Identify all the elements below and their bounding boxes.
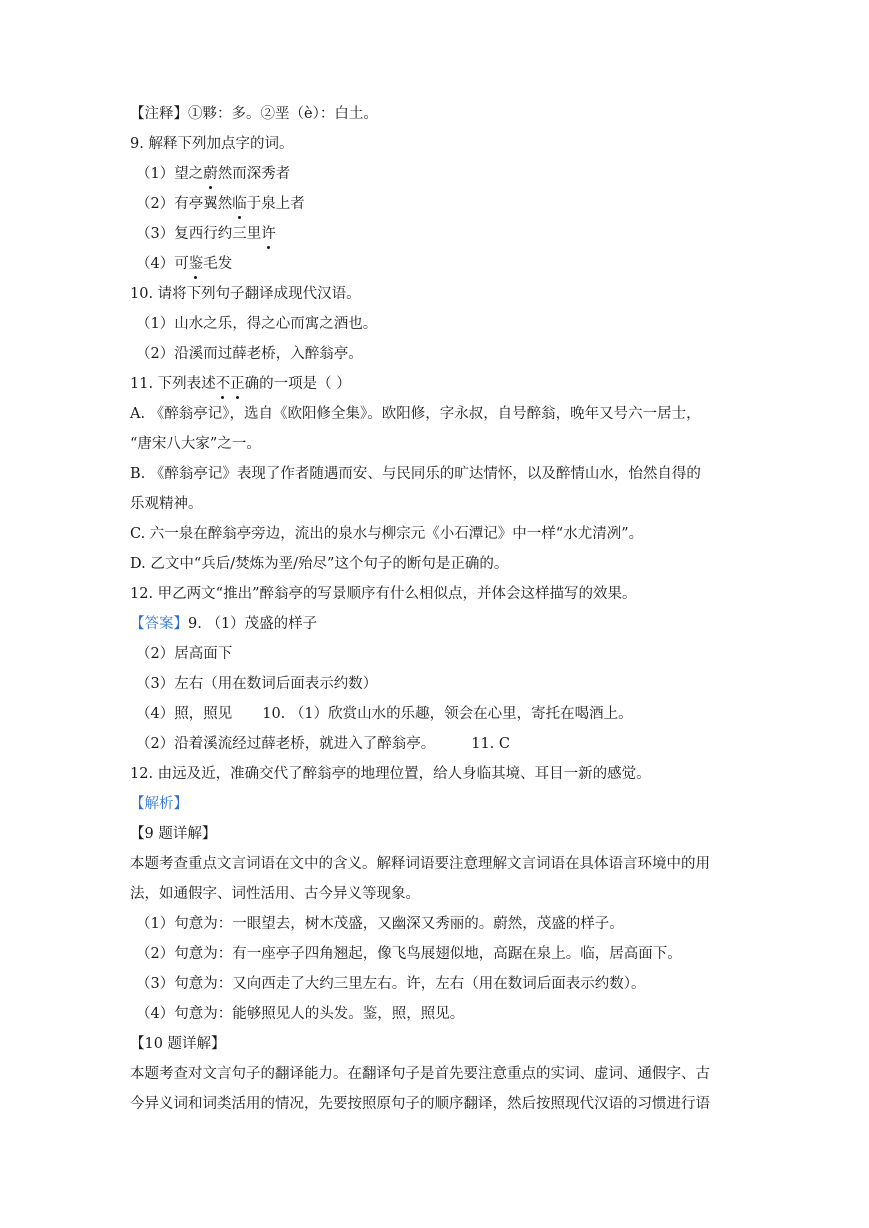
answer-line-3: （3）左右（用在数词后面表示约数） xyxy=(136,676,378,692)
dotted-char: 不 xyxy=(215,376,231,392)
option-a-line-1: A. 《醉翁亭记》，选自《欧阳修全集》。欧阳修，字永叔，自号醉翁，晚年又号六一居士， xyxy=(130,406,701,422)
analysis-10-line-2: 今异义词和词类活用的情况，先要按照原句子的顺序翻译，然后按照现代汉语的习惯进行语 xyxy=(130,1096,710,1112)
option-b-line-2: 乐观精神。 xyxy=(130,496,203,512)
question-9-item-4: （4）可鉴毛发 xyxy=(136,256,233,272)
explanation-3: （3）句意为：又向西走了大约三里左右。许，左右（用在数词后面表示约数）。 xyxy=(136,976,646,992)
dotted-char: 蔚 xyxy=(203,166,218,182)
question-10-sentence-2: （2）沿溪而过薛老桥，入醉翁亭。 xyxy=(136,346,363,362)
analysis-paragraph-line-2: 法，如通假字、词性活用、古今异义等现象。 xyxy=(130,886,420,902)
option-d: D. 乙文中“兵后/焚炼为垩/殆尽”这个句子的断句是正确的。 xyxy=(130,556,509,572)
question-9-detail-heading: 【9 题详解】 xyxy=(130,826,217,842)
question-9-item-3: （3）复西行约三里许 xyxy=(136,226,276,242)
question-10-detail-heading: 【10 题详解】 xyxy=(130,1036,226,1052)
question-9-item-2: （2）有亭翼然临于泉上者 xyxy=(136,196,305,212)
analysis-label: 【解析】 xyxy=(130,796,188,812)
answer-label: 【答案】 xyxy=(130,616,188,632)
analysis-paragraph-line-1: 本题考查重点文言词语在文中的含义。解释词语要注意理解文言词语在具体语言环境中的用 xyxy=(130,856,710,872)
answer-line-5: （2）沿着溪流经过薛老桥，就进入了醉翁亭。 11. C xyxy=(136,736,510,752)
question-12: 12. 甲乙两文“推出”醉翁亭的写景顺序有什么相似点，并体会这样描写的效果。 xyxy=(130,586,637,602)
question-11-title: 11. 下列表述不正确的一项是（ ） xyxy=(130,376,351,392)
option-b-line-1: B. 《醉翁亭记》表现了作者随遇而安、与民同乐的旷达情怀，以及醉情山水，怡然自得的 xyxy=(130,466,701,482)
answer-line-1: 【答案】9. （1）茂盛的样子 xyxy=(130,616,318,632)
question-10-sentence-1: （1）山水之乐，得之心而寓之酒也。 xyxy=(136,316,378,332)
question-9-title: 9. 解释下列加点字的词。 xyxy=(130,136,294,152)
note-line: 【注释】①夥：多。②垩（è）：白土。 xyxy=(130,106,378,122)
question-9-item-1: （1）望之蔚然而深秀者 xyxy=(136,166,291,182)
dotted-char: 许 xyxy=(261,226,276,242)
answer-line-6: 12. 由远及近，准确交代了醉翁亭的地理位置，给人身临其境、耳目一新的感觉。 xyxy=(130,766,651,782)
answer-line-4: （4）照，照见 10. （1）欣赏山水的乐趣，领会在心里，寄托在喝酒上。 xyxy=(136,706,633,722)
dotted-char: 临 xyxy=(232,196,247,212)
option-c: C. 六一泉在醉翁亭旁边，流出的泉水与柳宗元《小石潭记》中一样“水尤清冽”。 xyxy=(130,526,644,542)
analysis-10-line-1: 本题考查对文言句子的翻译能力。在翻译句子是首先要注意重点的实词、虚词、通假字、古 xyxy=(130,1066,710,1082)
dotted-char: 鉴 xyxy=(188,256,204,272)
dotted-char: 正 xyxy=(230,376,245,392)
explanation-2: （2）句意为：有一座亭子四角翘起，像飞鸟展翅似地，高踞在泉上。临，居高面下。 xyxy=(136,946,682,962)
explanation-4: （4）句意为：能够照见人的头发。鉴，照，照见。 xyxy=(136,1006,465,1022)
answer-line-2: （2）居高面下 xyxy=(136,646,233,662)
option-a-line-2: “唐宋八大家”之一。 xyxy=(130,436,261,452)
question-10-title: 10. 请将下列句子翻译成现代汉语。 xyxy=(130,286,361,302)
explanation-1: （1）句意为：一眼望去，树木茂盛，又幽深又秀丽的。蔚然，茂盛的样子。 xyxy=(136,916,624,932)
